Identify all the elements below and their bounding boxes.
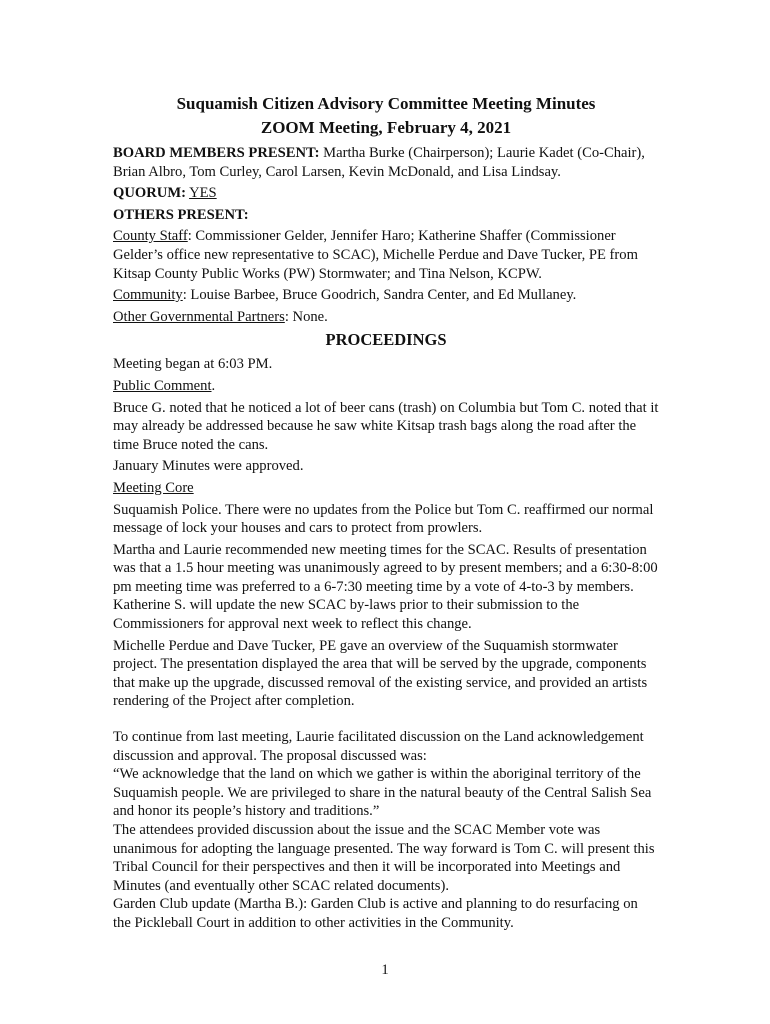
land-intro-paragraph: To continue from last meeting, Laurie facilitated discussion on the Land acknowledgement discussion and approval. The proposal discussed was: [113, 729, 644, 764]
bruce-note-paragraph: Bruce G. noted that he noticed a lot of beer cans (trash) on Columbia but Tom C. noted that it may already be addressed because he saw white Kitsap trash bags along the road after the time Bruce noted the cans. [113, 399, 659, 453]
police-paragraph: Suquamish Police. There were no updates from the Police but Tom C. reaffirmed our normal message of lock your houses and cars to protect from prowlers. [113, 501, 654, 537]
gov-partners-text: : None. [284, 308, 328, 325]
garden-club-paragraph: Garden Club update (Martha B.): Garden Club is active and planning to do resurfacing on the Pickleball Court in addition to other activities in the Community. [113, 896, 638, 931]
document-page [113, 92, 659, 933]
quorum-paragraph [113, 184, 659, 203]
document-subtitle: ZOOM Meeting, February 4, 2021 [260, 118, 512, 137]
paragraph-gap [113, 714, 659, 728]
community-label: Community [113, 287, 183, 304]
others-present-label: OTHERS PRESENT: [113, 206, 249, 223]
board-members-paragraph [113, 144, 659, 181]
board-members-label: BOARD MEMBERS PRESENT: [113, 145, 320, 161]
gov-partners-paragraph [113, 308, 659, 327]
public-comment-label: Public Comment [113, 377, 212, 394]
community-paragraph [113, 286, 659, 305]
document-title: Suquamish Citizen Advisory Committee Meeting Minutes [176, 94, 596, 113]
county-staff-label: County Staff [113, 228, 188, 245]
january-minutes: January Minutes were approved. [113, 458, 304, 475]
gov-partners-label: Other Governmental Partners [113, 308, 285, 325]
land-discussion-paragraph: The attendees provided discussion about the issue and the SCAC Member vote was unanimous for adopting the language presented. The way forward is Tom C. will present this Tribal Council for their perspectives and then it will be incorporated into Meetings and Minutes (and eventually other SCAC related documents). [113, 822, 655, 894]
public-comment-suffix: . [211, 377, 216, 394]
stormwater-paragraph: Michelle Perdue and Dave Tucker, PE gave an overview of the Suquamish stormwater project. The presentation displayed the area that will be served by the upgrade, components that make up the upgrade, discussed removal of the existing service, and provided an artists rendering of the Project after completion. [113, 637, 648, 710]
county-staff-text: : Commissioner Gelder, Jennifer Haro; Katherine Shaffer (Commissioner Gelder’s office new representative to SCAC), Michelle Perdue and Dave Tucker, PE from Kitsap County Public Works (PW) Stormwater; and Tina Nelson, KCPW. [113, 228, 638, 282]
meeting-core-label: Meeting Core [113, 479, 194, 496]
public-comment-paragraph [113, 377, 659, 396]
quorum-label: QUORUM: [113, 185, 186, 202]
page-number: 1 [381, 962, 389, 978]
meeting-began: Meeting began at 6:03 PM. [113, 356, 273, 373]
board-members-text: Martha Burke (Chairperson); Laurie Kadet (Co-Chair), Brian Albro, Tom Curley, Carol Larsen, Kevin McDonald, and Lisa Lindsay. [113, 145, 645, 180]
meeting-times-paragraph: Martha and Laurie recommended new meeting times for the SCAC. Results of presentation was that a 1.5 hour meeting was unanimously agreed to by present members; and a 6:30-8:00 pm meeting time was preferred to a 6-7:30 meeting time by a vote of 4-to-3 by members. Katherine S. will update the new SCAC by-laws prior to their submission to the Commissioners for approval next week to reflect this change. [113, 541, 658, 633]
proceedings-heading: PROCEEDINGS [325, 330, 447, 350]
community-text: : Louise Barbee, Bruce Goodrich, Sandra Center, and Ed Mullaney. [182, 287, 577, 304]
county-staff-paragraph [113, 227, 659, 283]
quorum-value: YES [189, 185, 217, 202]
land-quote-paragraph: “We acknowledge that the land on which we gather is within the aboriginal territory of the Suquamish people. We are privileged to share in the natural beauty of the Central Salish Sea and honor its people’s history and traditions.” [113, 766, 652, 820]
